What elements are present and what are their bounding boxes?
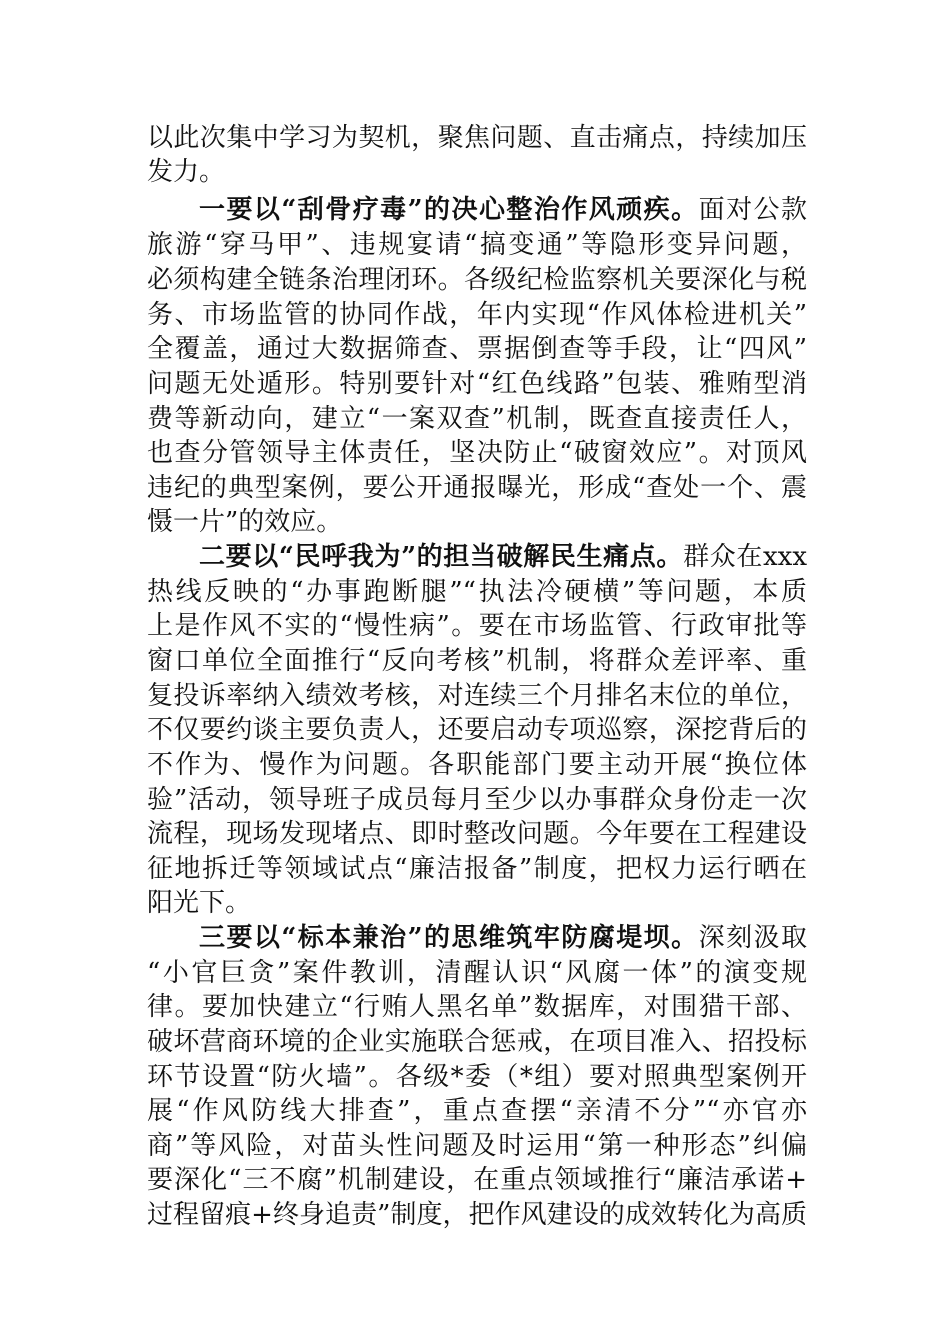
body-text-line: 发力。 — [147, 157, 226, 187]
body-text-line: 必须构建全链条治理闭环。各级纪检监察机关要深化与税 — [147, 265, 807, 295]
body-text-line: 问题无处遁形。特别要针对“红色线路”包装、雅贿型消 — [147, 369, 807, 399]
body-text-line: 环节设置“防火墙”。各级*委（*组）要对照典型案例开 — [147, 1062, 807, 1092]
body-text-line: 全覆盖，通过大数据筛查、票据倒查等手段，让“四风” — [147, 334, 807, 364]
body-text-line: 务、市场监管的协同作战，年内实现“作风体检进机关” — [147, 300, 807, 330]
body-text-line: 流程，现场发现堵点、即时整改问题。今年要在工程建设 — [147, 819, 807, 849]
section-1-heading: 一要以“刮骨疗毒”的决心整治作风顽疾。 — [199, 195, 699, 225]
body-text-line: 热线反映的“办事跑断腿”“执法冷硬横”等问题，本质 — [147, 577, 807, 607]
body-text-line: 验”活动，领导班子成员每月至少以办事群众身份走一次 — [147, 785, 807, 815]
body-text-line: 费等新动向，建立“一案双查”机制，既查直接责任人， — [147, 404, 807, 434]
section-3-heading: 三要以“标本兼治”的思维筑牢防腐堤坝。 — [199, 923, 699, 953]
body-text-line: 要深化“三不腐”机制建设，在重点领域推行“廉洁承诺+ — [147, 1165, 807, 1195]
body-text-line: 以此次集中学习为契机，聚焦问题、直击痛点，持续加压 — [147, 123, 807, 153]
body-text-line: 展“作风防线大排查”，重点查摆“亲清不分”“亦官亦 — [147, 1096, 807, 1126]
body-text-line: 上是作风不实的“慢性病”。要在市场监管、行政审批等 — [147, 611, 807, 641]
section-1-first-line-rest: 面对公款 — [698, 195, 807, 225]
body-text-line: 不作为、慢作为问题。各职能部门要主动开展“换位体 — [147, 750, 807, 780]
section-3-first-line-rest: 深刻汲取 — [698, 923, 807, 953]
body-text-line: 复投诉率纳入绩效考核，对连续三个月排名末位的单位， — [147, 681, 807, 711]
section-2-first-line-rest: 群众在xxx — [683, 542, 807, 572]
body-text-line: 不仅要约谈主要负责人，还要启动专项巡察，深挖背后的 — [147, 715, 807, 745]
body-text-line: 破坏营商环境的企业实施联合惩戒，在项目准入、招投标 — [147, 1027, 807, 1057]
body-text-line: 征地拆迁等领域试点“廉洁报备”制度，把权力运行晒在 — [147, 854, 807, 884]
body-text-line: 商”等风险，对苗头性问题及时运用“第一种形态”纠偏 — [147, 1131, 807, 1161]
section-3-first-line — [199, 918, 807, 958]
body-text-line: “小官巨贪”案件教训，清醒认识“风腐一体”的演变规 — [147, 958, 807, 988]
section-1-first-line — [199, 190, 807, 230]
body-text-line: 违纪的典型案例，要公开通报曝光，形成“查处一个、震 — [147, 473, 807, 503]
section-2-first-line — [199, 537, 807, 577]
body-text-line: 也查分管领导主体责任，坚决防止“破窗效应”。对顶风 — [147, 438, 807, 468]
body-text-line: 慑一片”的效应。 — [147, 507, 343, 537]
body-text-line: 旅游“穿马甲”、违规宴请“搞变通”等隐形变异问题， — [147, 230, 807, 260]
body-text-line: 窗口单位全面推行“反向考核”机制，将群众差评率、重 — [147, 646, 807, 676]
body-text-line: 律。要加快建立“行贿人黑名单”数据库，对围猎干部、 — [147, 992, 807, 1022]
body-text-line: 阳光下。 — [147, 888, 252, 918]
section-2-heading: 二要以“民呼我为”的担当破解民生痛点。 — [199, 542, 684, 572]
body-text-line: 过程留痕+终身追责”制度，把作风建设的成效转化为高质 — [147, 1200, 807, 1230]
